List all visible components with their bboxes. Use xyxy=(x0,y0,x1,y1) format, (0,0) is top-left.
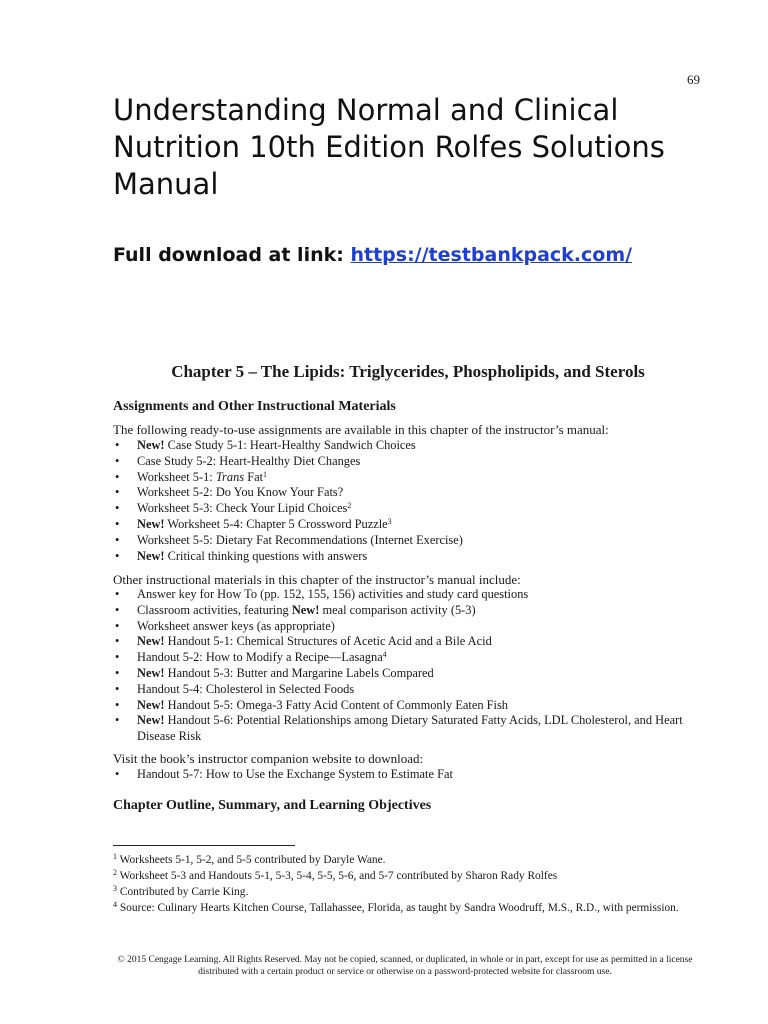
new-badge: New! xyxy=(137,438,165,452)
new-badge: New! xyxy=(137,697,165,712)
list-item-text: Worksheet 5-2: Do You Know Your Fats? xyxy=(137,485,344,500)
assignments-intro: The following ready-to-use assignments are available in this chapter of the instructor’s manual: xyxy=(113,422,609,437)
footnote-ref: 1 xyxy=(263,469,268,479)
list-item-text: Case Study 5-2: Heart-Healthy Diet Changes xyxy=(137,453,361,468)
footnote-item xyxy=(113,852,703,868)
list-item-text: Handout 5-1: Chemical Structures of Acetic Acid and a Bile Acid xyxy=(164,634,492,649)
download-link[interactable]: https://testbankpack.com/ xyxy=(350,244,633,266)
list-item xyxy=(113,619,703,635)
page-number: 69 xyxy=(687,72,700,87)
list-item-text: Critical thinking questions with answers xyxy=(164,548,368,563)
list-item-text: Worksheet 5-3: Check Your Lipid Choices xyxy=(137,501,348,516)
companion-website-intro: Visit the book’s instructor companion website to download: xyxy=(113,751,424,766)
list-item-text: Classroom activities, featuring xyxy=(137,602,292,617)
list-item-text: Handout 5-3: Butter and Margarine Labels Compared xyxy=(164,665,434,680)
footnote-mark: 1 xyxy=(113,852,117,861)
list-item xyxy=(113,533,703,549)
list-item xyxy=(113,587,703,603)
chapter-heading: Chapter 5 – The Lipids: Triglycerides, Phospholipids, and Sterols xyxy=(171,362,645,381)
new-badge: New! xyxy=(137,634,165,649)
other-materials-intro: Other instructional materials in this chapter of the instructor’s manual include: xyxy=(113,572,521,587)
new-badge: New! xyxy=(137,548,165,563)
footnote-ref: 2 xyxy=(347,501,352,511)
list-item-text: meal comparison activity (5-3) xyxy=(319,602,476,617)
list-item xyxy=(113,603,703,619)
document-title: Understanding Normal and Clinical Nutrition 10th Edition Rolfes Solutions Manual xyxy=(113,93,665,201)
new-badge: New! xyxy=(291,602,320,617)
list-item-text: Handout 5-5: Omega-3 Fatty Acid Content of Commonly Eaten Fish xyxy=(164,697,508,712)
footnote-text: Worksheets 5-1, 5-2, and 5-5 contributed by Daryle Wane. xyxy=(117,854,386,866)
list-item xyxy=(113,682,703,698)
list-item-text: Handout 5-4: Cholesterol in Selected Foods xyxy=(137,681,355,696)
copyright-notice: © 2015 Cengage Learning. All Rights Reserved. May not be copied, scanned, or duplicated, in whole or in part, except for use as permitted in a license distributed with a certain product or service or otherwise on a password-protected website for classroom use. xyxy=(117,955,693,977)
footnote-item xyxy=(113,900,703,916)
companion-website-list xyxy=(113,767,703,783)
list-item xyxy=(113,470,703,486)
download-label: Full download at link: xyxy=(113,244,351,266)
footnote-text: Worksheet 5-3 and Handouts 5-1, 5-3, 5-4, 5-5, 5-6, and 5-7 contributed by Sharon Rady Rolfes xyxy=(117,870,558,882)
list-item-text: Worksheet 5-1: xyxy=(137,469,216,484)
list-item xyxy=(113,767,703,783)
footnote-item xyxy=(113,868,703,884)
list-item xyxy=(113,485,703,501)
footnote-ref: 4 xyxy=(382,650,387,660)
list-item-text: Case Study 5-1: Heart-Healthy Sandwich Choices xyxy=(164,438,416,452)
new-badge: New! xyxy=(137,665,165,680)
list-item xyxy=(113,650,703,666)
list-item xyxy=(113,438,703,454)
list-item xyxy=(113,517,703,533)
footnotes xyxy=(113,852,703,916)
footnote-mark: 3 xyxy=(113,884,117,893)
section-heading-outline: Chapter Outline, Summary, and Learning Objectives xyxy=(113,798,432,813)
list-item-text: Handout 5-6: Potential Relationships among Dietary Saturated Fatty Acids, LDL Cholesterol, and Heart Disease Risk xyxy=(137,713,683,744)
footnote-ref: 3 xyxy=(387,516,392,526)
other-materials-list xyxy=(113,587,703,745)
list-item xyxy=(113,634,703,650)
assignments-list xyxy=(113,438,703,564)
footnote-item xyxy=(113,884,703,900)
footnote-divider xyxy=(113,845,295,846)
list-item xyxy=(113,454,703,470)
footnote-text: Source: Culinary Hearts Kitchen Course, Tallahassee, Florida, as taught by Sandra Woodruff, M.S., R.D., with permission. xyxy=(117,902,679,914)
list-item-text: Worksheet 5-5: Dietary Fat Recommendations (Internet Exercise) xyxy=(137,532,463,547)
list-item xyxy=(113,549,703,565)
list-item-text: Handout 5-7: How to Use the Exchange System to Estimate Fat xyxy=(137,767,453,781)
list-item-italic: Trans xyxy=(215,469,245,484)
footnote-text: Contributed by Carrie King. xyxy=(117,886,249,898)
list-item xyxy=(113,666,703,682)
section-heading-assignments: Assignments and Other Instructional Materials xyxy=(113,399,396,414)
list-item xyxy=(113,501,703,517)
footnote-mark: 2 xyxy=(113,868,117,877)
list-item-text: Worksheet 5-4: Chapter 5 Crossword Puzzle xyxy=(164,516,388,531)
new-badge: New! xyxy=(137,516,165,531)
download-line xyxy=(113,244,632,266)
list-item xyxy=(113,698,703,714)
footnote-mark: 4 xyxy=(113,900,117,909)
list-item-text: Worksheet answer keys (as appropriate) xyxy=(137,618,335,633)
new-badge: New! xyxy=(137,713,165,728)
list-item-text: Answer key for How To (pp. 152, 155, 156) activities and study card questions xyxy=(137,587,529,601)
list-item xyxy=(113,713,703,745)
list-item-text: Handout 5-2: How to Modify a Recipe—Lasagna xyxy=(137,650,383,665)
list-item-text: Fat xyxy=(244,469,264,484)
